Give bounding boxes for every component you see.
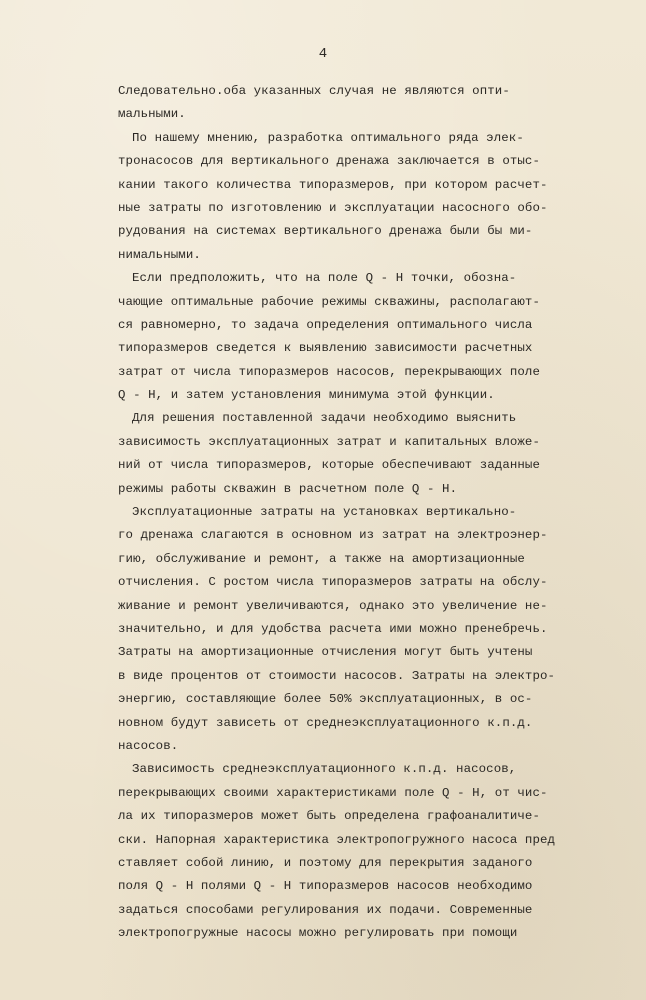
text-line: энергию, составляющие более 50% эксплуатационных, в ос- [118,692,533,707]
text-line: живание и ремонт увеличиваются, однако это увеличение не- [118,598,548,613]
text-line: чающие оптимальные рабочие режимы скважины, располагают- [118,294,540,309]
text-line: перекрывающих своими характеристиками поле Q - H, от чис- [118,785,548,800]
text-line: в виде процентов от стоимости насосов. Затраты на электро- [118,668,556,683]
text-line: новном будут зависеть от среднеэксплуатационного к.п.д. [118,715,533,730]
text-line: По нашему мнению, разработка оптимального ряда элек- [132,130,524,145]
page-number: 4 [318,46,328,62]
text-line: отчисления. С ростом числа типоразмеров затраты на обслу- [118,575,548,590]
text-line: нимальными. [118,247,201,262]
text-line: Следовательно.оба указанных случая не являются опти- [118,84,510,98]
text-line: ний от числа типоразмеров, которые обеспечивают заданные [118,458,540,473]
text-line: кании такого количества типоразмеров, при котором расчет- [118,177,548,192]
text-line: го дренажа слагаются в основном из затрат на электроэнер- [118,528,548,543]
text-line: Для решения поставленной задачи необходимо выяснить [132,411,517,426]
text-line: гию, обслуживание и ремонт, а также на амортизационные [118,551,525,566]
text-line: зависимость эксплуатационных затрат и капитальных вложе- [118,434,540,449]
text-line: рудования на системах вертикального дренажа были бы ми- [118,224,533,239]
text-line: ставляет собой линию, и поэтому для перекрытия заданого [118,855,533,870]
text-line: Если предположить, что на поле Q - H точки, обозна- [132,271,517,286]
text-line: задаться способами регулирования их подачи. Современные [118,902,533,917]
text-line: электропогружные насосы можно регулировать при помощи [118,926,518,941]
body-text [118,80,618,945]
text-line: насосов. [118,738,179,753]
text-line: режимы работы скважин в расчетном поле Q - H. [118,481,458,496]
text-line: Зависимость среднеэксплуатационного к.п.д. насосов, [132,762,517,777]
text-line: ски. Напорная характеристика электропогружного насоса пред [118,832,556,847]
text-line: Затраты на амортизационные отчисления могут быть учтены [118,645,533,660]
text-line: ные затраты по изготовлению и эксплуатации насосного обо- [118,200,548,215]
text-line: Q - H, и затем установления минимума этой функции. [118,388,495,403]
text-line: ся равномерно, то задача определения оптимального числа [118,317,533,332]
text-line: мальными. [118,107,186,122]
text-line: поля Q - H полями Q - H типоразмеров насосов необходимо [118,879,533,894]
text-line: значительно, и для удобства расчета ими можно пренебречь. [118,621,548,636]
text-line: тронасосов для вертикального дренажа заключается в отыс- [118,154,540,169]
text-line: затрат от числа типоразмеров насосов, перекрывающих поле [118,364,540,379]
text-line: ла их типоразмеров может быть определена графоаналитиче- [118,809,540,824]
text-line: Эксплуатационные затраты на установках вертикально- [132,505,517,520]
text-line: типоразмеров сведется к выявлению зависимости расчетных [118,341,533,356]
